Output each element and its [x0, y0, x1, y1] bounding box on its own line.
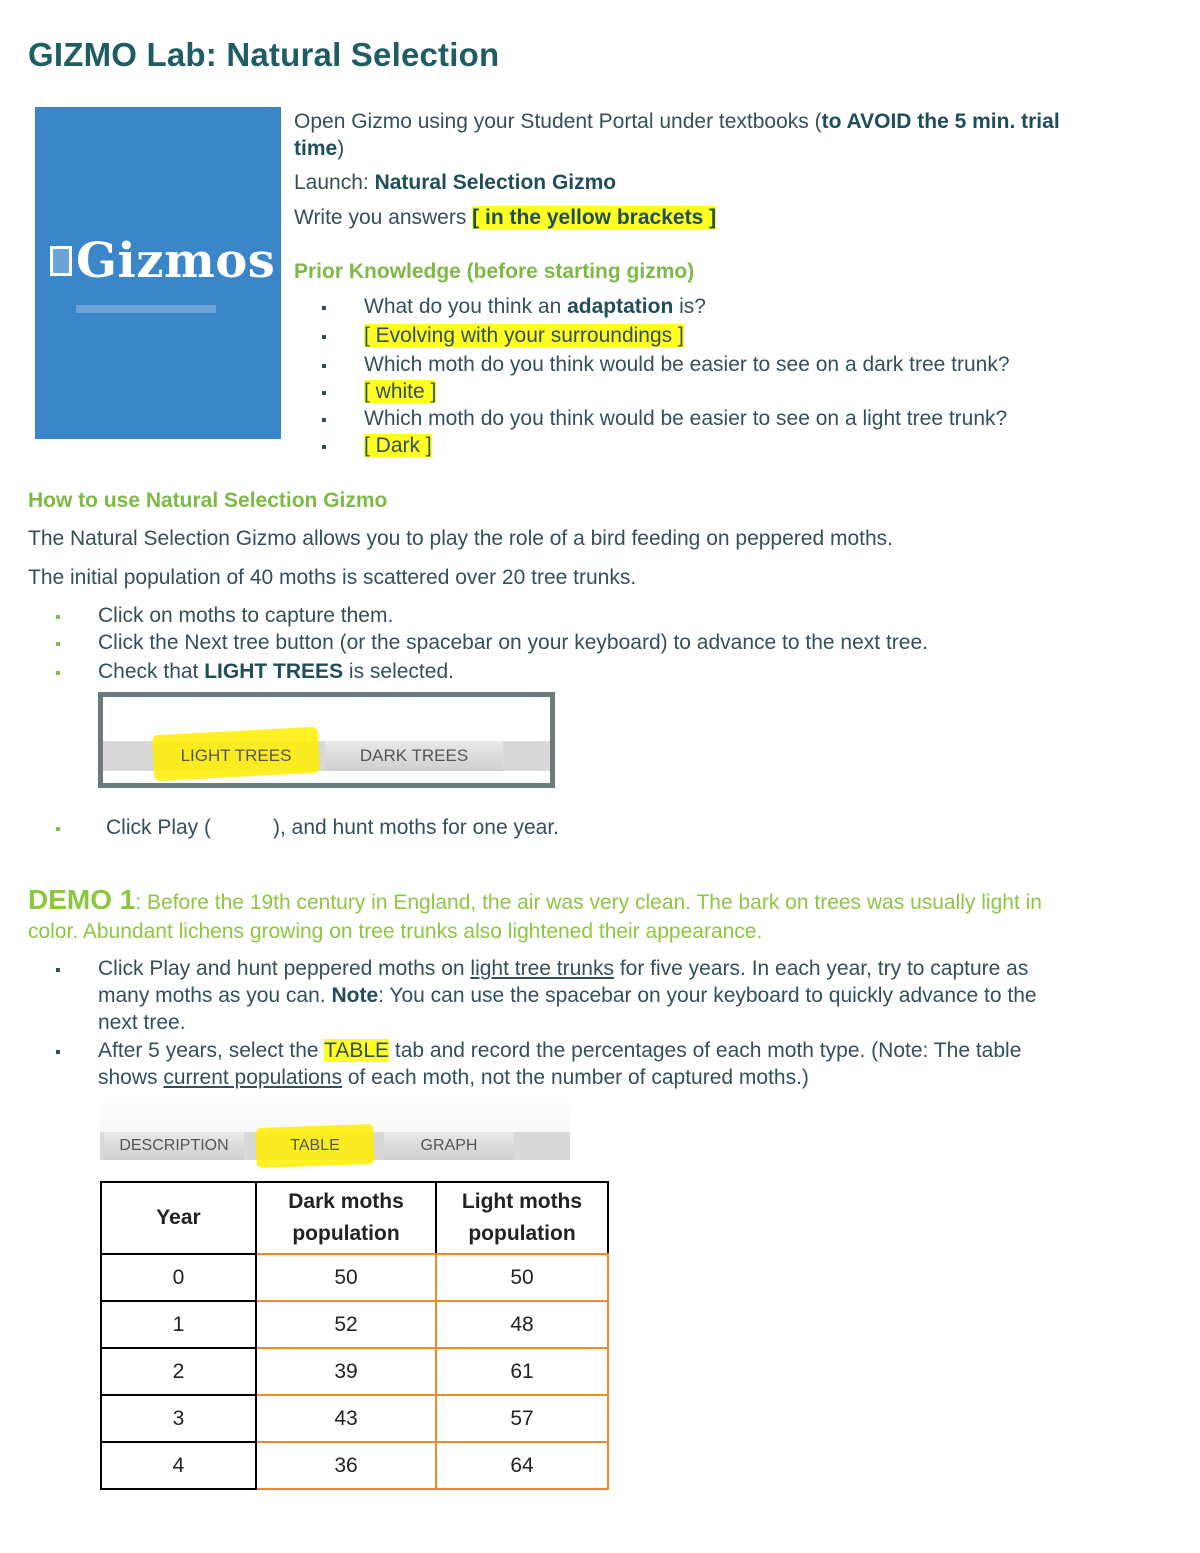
launch-line: Launch: Natural Selection Gizmo [294, 171, 617, 194]
demo-bullet-2-line-1: After 5 years, select the TABLE tab and record the percentages of each moth type. (Note: The table [98, 1039, 1022, 1062]
prior-question-1: What do you think an adaptation is? [364, 295, 706, 318]
header-dark-moths: Dark moths population [256, 1182, 436, 1254]
howto-paragraph-1: The Natural Selection Gizmo allows you to play the role of a bird feeding on peppered moths. [28, 527, 893, 550]
bullet-icon: ▪ [55, 821, 61, 838]
dark-moths-cell[interactable]: 36 [256, 1442, 436, 1489]
header-light-moths: Light moths population [436, 1182, 608, 1254]
prior-answer-2: [ white ] [364, 380, 437, 403]
demo-bullet-1-line-1: Click Play and hunt peppered moths on light tree trunks for five years. In each year, try to capture as [98, 957, 1029, 980]
light-moths-cell[interactable]: 64 [436, 1442, 608, 1489]
prior-knowledge-heading: Prior Knowledge (before starting gizmo) [294, 260, 695, 283]
intro-line-2: time) [294, 137, 345, 160]
gizmos-logo [28, 103, 288, 441]
table-row [101, 1442, 608, 1489]
demo-line-2: color. Abundant lichens growing on tree trunks also lightened their appearance. [28, 920, 763, 943]
howto-paragraph-2: The initial population of 40 moths is scattered over 20 tree trunks. [28, 566, 637, 589]
table-row [101, 1254, 608, 1301]
dark-moths-cell[interactable]: 43 [256, 1395, 436, 1442]
howto-bullet-2: Click the Next tree button (or the spacebar on your keyboard) to advance to the next tree. [98, 631, 928, 654]
page-title: GIZMO Lab: Natural Selection [28, 36, 500, 73]
tab-strip [100, 1132, 570, 1160]
table-tab-screenshot [100, 1096, 570, 1160]
year-cell: 3 [101, 1395, 256, 1442]
dark-moths-cell[interactable]: 50 [256, 1254, 436, 1301]
tab-graph[interactable]: GRAPH [384, 1132, 514, 1160]
dark-moths-cell[interactable]: 52 [256, 1301, 436, 1348]
table-row [101, 1301, 608, 1348]
prior-question-3: Which moth do you think would be easier to see on a light tree trunk? [364, 407, 1008, 430]
howto-heading: How to use Natural Selection Gizmo [28, 489, 388, 512]
demo-bullet-1-line-3: next tree. [98, 1011, 186, 1034]
light-moths-cell[interactable]: 57 [436, 1395, 608, 1442]
moth-population-table [100, 1181, 609, 1490]
light-moths-cell[interactable]: 50 [436, 1254, 608, 1301]
table-header-row [101, 1182, 608, 1254]
year-cell: 0 [101, 1254, 256, 1301]
demo-bullet-1-line-2: many moths as you can. Note: You can use the spacebar on your keyboard to quickly advance to the [98, 984, 1037, 1007]
bullet-icon: ▪ [321, 439, 327, 456]
bullet-icon: ▪ [55, 1044, 61, 1061]
bullet-icon: ▪ [321, 412, 327, 429]
light-moths-cell[interactable]: 48 [436, 1301, 608, 1348]
demo-line-1: DEMO 1: Before the 19th century in England, the air was very clean. The bark on trees was usually light in [28, 884, 1042, 915]
tab-light-trees[interactable]: LIGHT TREES [180, 746, 292, 765]
bullet-icon: ▪ [321, 358, 327, 375]
prior-answer-3: [ Dark ] [364, 434, 432, 457]
howto-bullet-3: Check that LIGHT TREES is selected. [98, 660, 454, 683]
bullet-icon: ▪ [55, 636, 61, 653]
logo-text: Gizmos [76, 233, 276, 289]
table-row [101, 1395, 608, 1442]
year-cell: 2 [101, 1348, 256, 1395]
tab-dark-trees[interactable]: DARK TREES [325, 741, 503, 771]
howto-bullet-1: Click on moths to capture them. [98, 604, 394, 627]
bullet-icon: ▪ [321, 300, 327, 317]
bullet-icon: ▪ [321, 329, 327, 346]
prior-question-2: Which moth do you think would be easier to see on a dark tree trunk? [364, 353, 1010, 376]
prior-answer-1: [ Evolving with your surroundings ] [364, 324, 684, 347]
write-answers-line: Write you answers [ in the yellow brackets ] [294, 206, 717, 229]
howto-bullet-4: Click Play ( ), and hunt moths for one year. [106, 816, 560, 839]
tab-table[interactable]: TABLE [290, 1137, 340, 1154]
demo-bullet-2-line-2: shows current populations of each moth, not the number of captured moths.) [98, 1066, 809, 1089]
tab-strip [103, 741, 550, 771]
light-moths-cell[interactable]: 61 [436, 1348, 608, 1395]
bullet-icon: ▪ [55, 665, 61, 682]
bullet-icon: ▪ [55, 609, 61, 626]
intro-line-1: Open Gizmo using your Student Portal under textbooks (to AVOID the 5 min. trial [294, 110, 1060, 133]
trees-tab-screenshot [98, 692, 555, 788]
header-year: Year [101, 1182, 256, 1254]
year-cell: 1 [101, 1301, 256, 1348]
logo-tagline [76, 305, 216, 313]
tab-description[interactable]: DESCRIPTION [104, 1132, 244, 1160]
year-cell: 4 [101, 1442, 256, 1489]
bullet-icon: ▪ [55, 962, 61, 979]
bullet-icon: ▪ [321, 385, 327, 402]
table-row [101, 1348, 608, 1395]
dark-moths-cell[interactable]: 39 [256, 1348, 436, 1395]
